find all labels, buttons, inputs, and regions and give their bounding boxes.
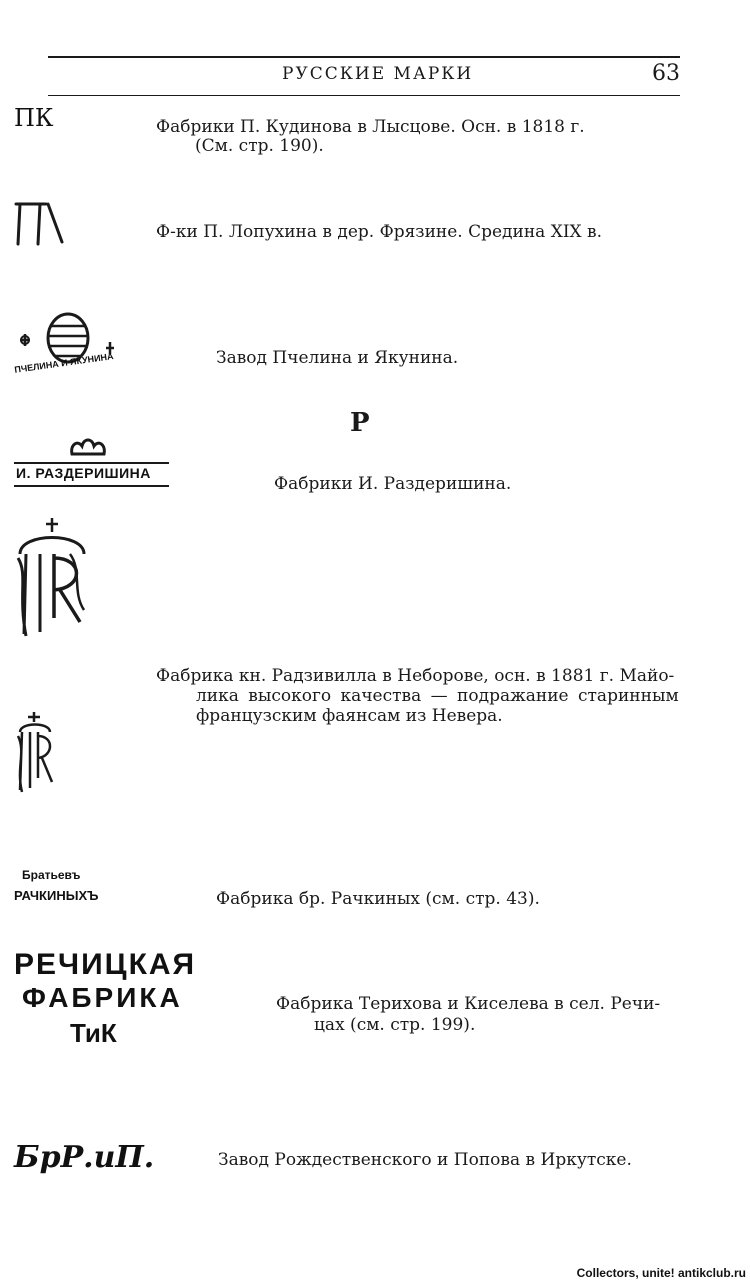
mark-rechitsa-line1: РЕЧИЦКАЯ xyxy=(14,948,197,981)
mark-radziwill-small xyxy=(12,708,57,798)
entry-radziwill-line1: Фабрика кн. Радзивилла в Неборове, осн. в 1881 г. Майо- xyxy=(156,666,675,686)
entry-kudinov-line1: Фабрики П. Кудинова в Лысцове. Осн. в 1818 г. xyxy=(156,117,585,137)
section-letter: Р xyxy=(350,408,370,438)
entry-radziwill-line2: лика высокого качества — подражание старинным xyxy=(196,686,679,706)
entry-razderishin-line1: Фабрики И. Раздеришина. xyxy=(274,474,512,494)
mark-pchelin-label: ПЧЕЛИНА И ЯКУНИНА xyxy=(13,351,115,375)
mark-rachkin-line2: РАЧКИНЫХЪ xyxy=(14,888,99,903)
mark-irkutsk: БрР.иП. xyxy=(14,1140,155,1175)
entry-rechitsa-line1: Фабрика Терихова и Киселева в сел. Речи- xyxy=(276,994,661,1014)
mark-razderishin: И. РАЗДЕРИШИНА xyxy=(16,465,151,481)
page-number: 63 xyxy=(652,61,680,86)
entry-kudinov-line2: (См. стр. 190). xyxy=(195,136,324,156)
mark-pchelin-stamp xyxy=(10,288,120,400)
entry-irkutsk-line1: Завод Рождественского и Попова в Иркутске. xyxy=(218,1150,632,1170)
crown-icon xyxy=(68,436,108,458)
mark-rachkin-line1: Братьевъ xyxy=(22,868,81,882)
running-header-title: РУССКИЕ МАРКИ xyxy=(282,64,474,84)
entry-pchelin-line1: Завод Пчелина и Якунина. xyxy=(216,348,459,368)
mark-radziwill-large xyxy=(10,514,90,644)
mark-pk: ПК xyxy=(14,104,54,132)
watermark: Collectors, unite! antikclub.ru xyxy=(576,1266,746,1280)
entry-radziwill-line3: французским фаянсам из Невера. xyxy=(196,706,503,726)
entry-rechitsa-line2: цах (см. стр. 199). xyxy=(314,1015,476,1035)
mark-rechitsa-line3: ТиК xyxy=(70,1018,117,1048)
mark-pl xyxy=(12,198,67,248)
mark-rechitsa-line2: ФАБРИКА xyxy=(22,982,183,1013)
entry-lopukhin-line1: Ф-ки П. Лопухина в дер. Фрязине. Средина XIX в. xyxy=(156,222,603,242)
header-bottom-rule xyxy=(48,95,680,96)
entry-rachkin-line1: Фабрика бр. Рачкиных (см. стр. 43). xyxy=(216,889,540,909)
header-top-rule xyxy=(48,56,680,58)
